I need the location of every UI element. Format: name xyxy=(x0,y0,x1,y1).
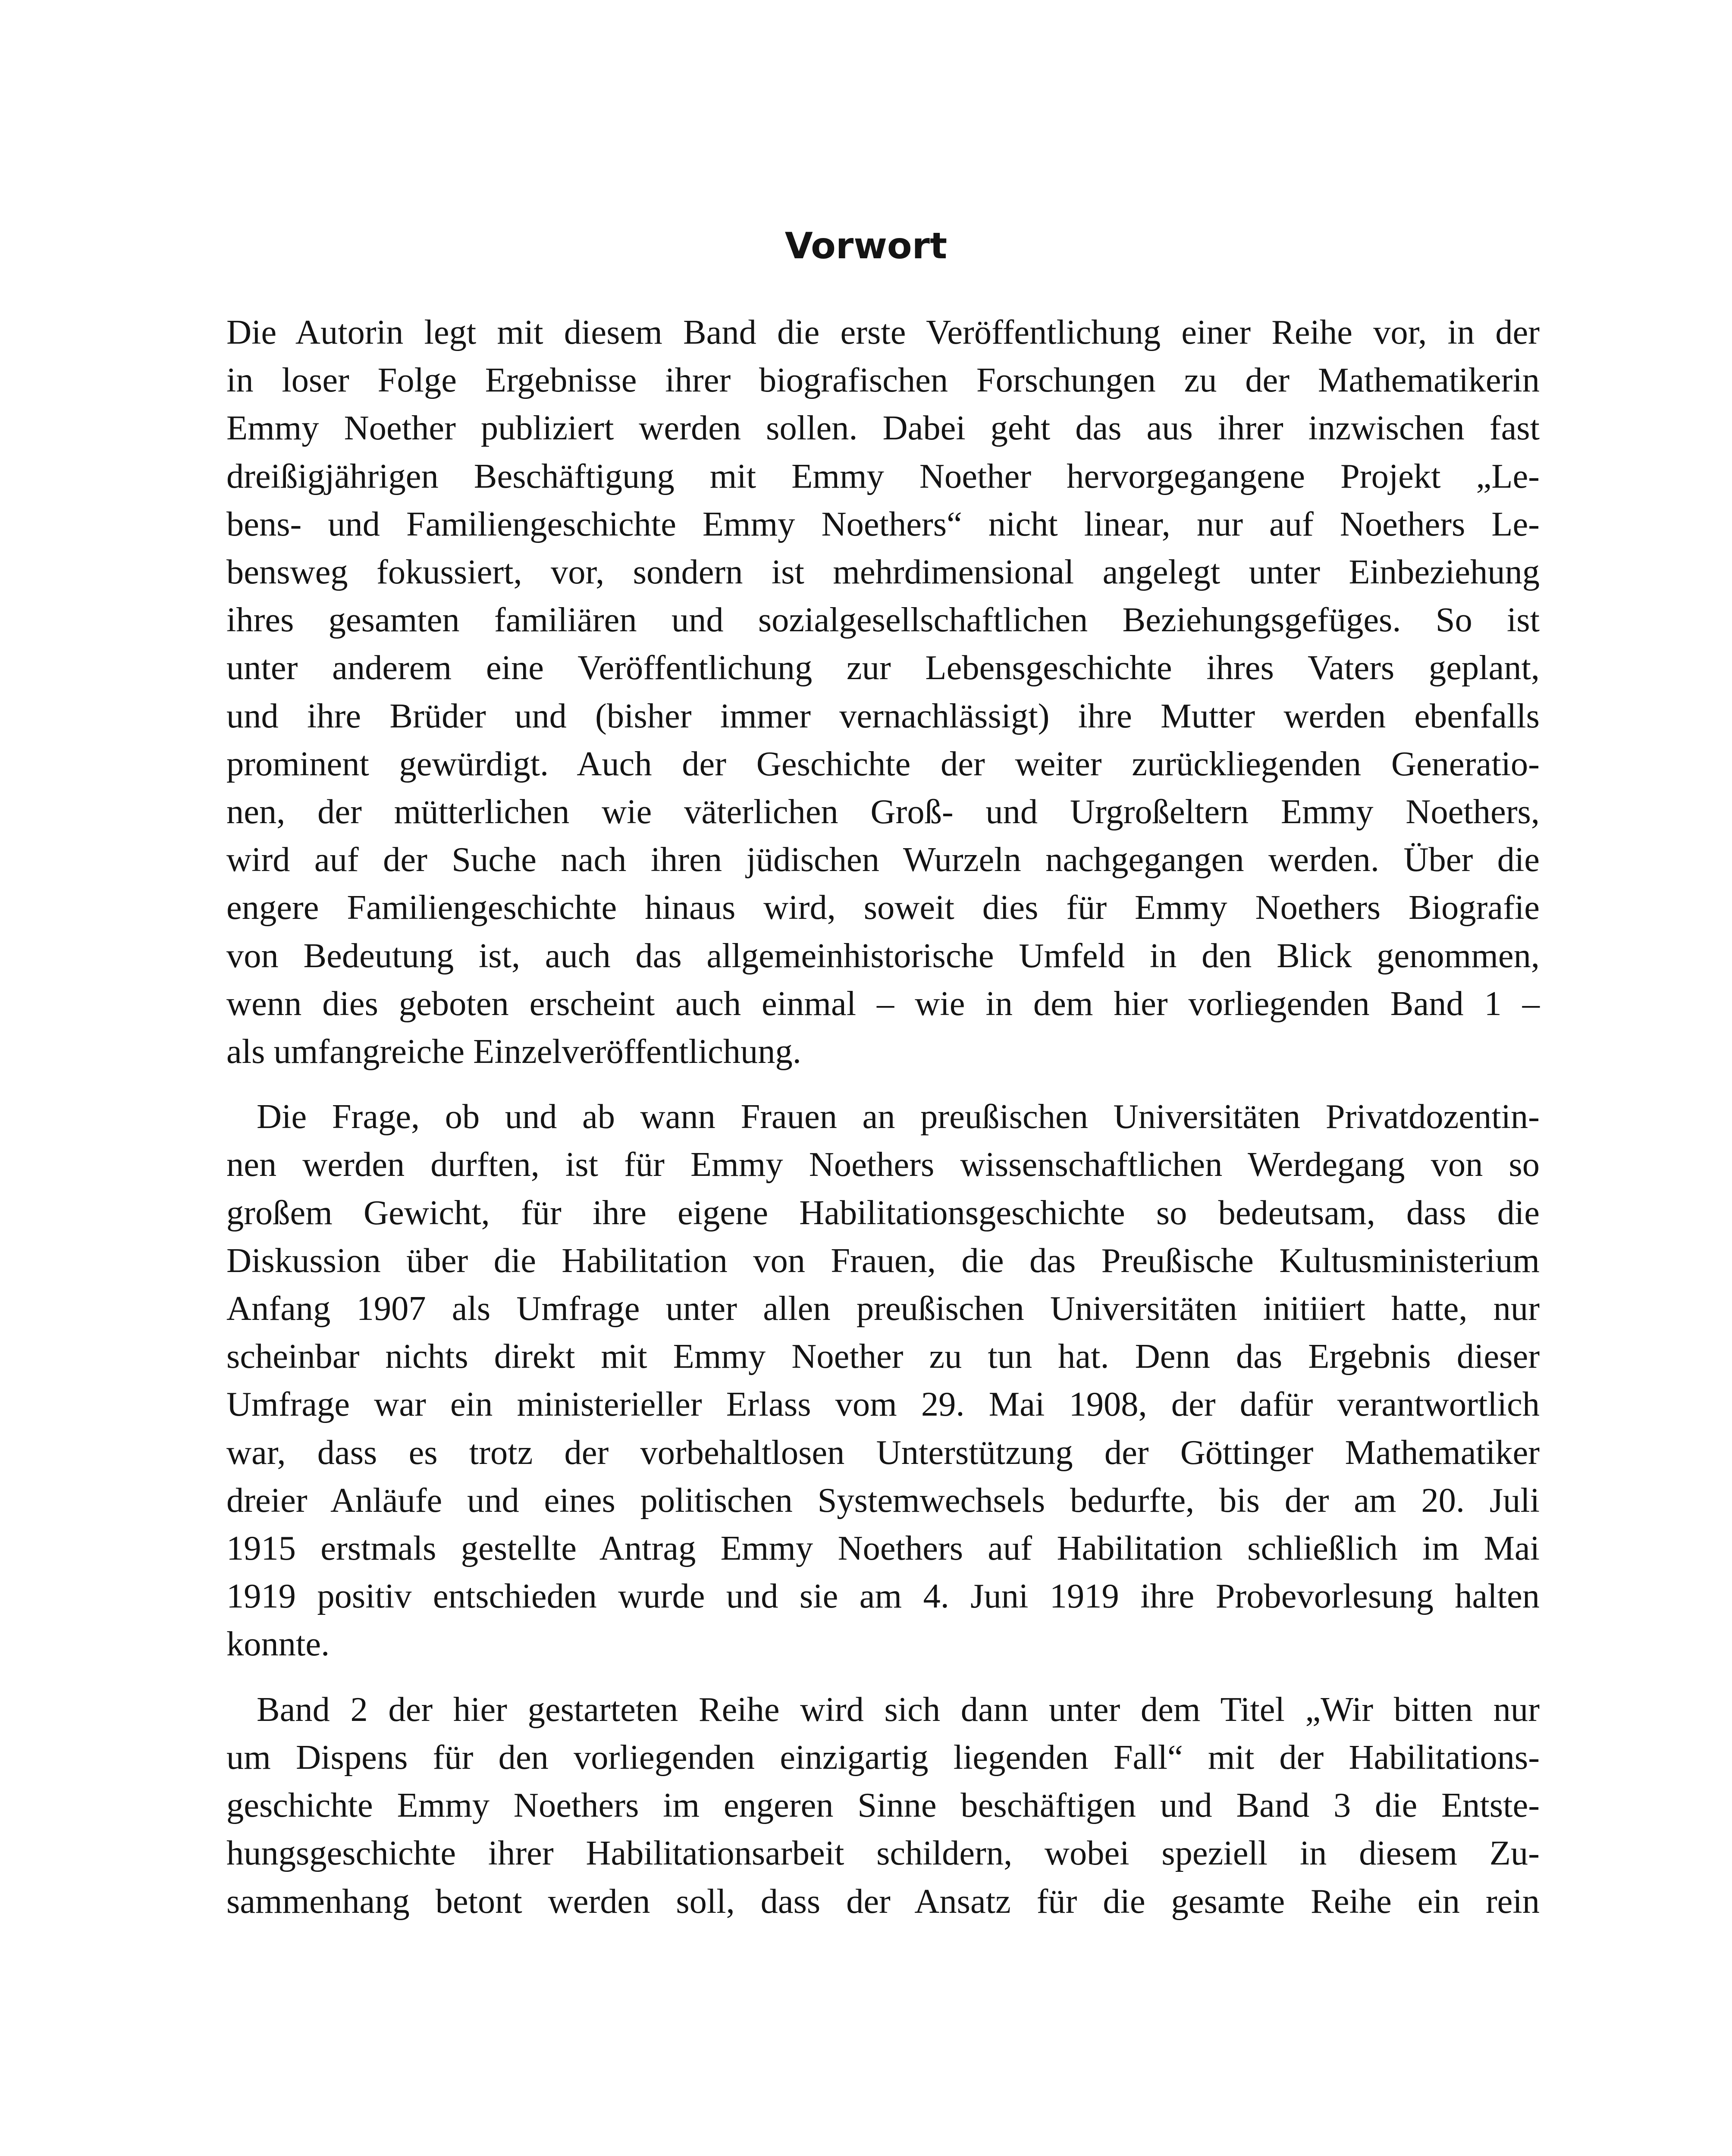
text-line: geschichte Emmy Noethers im engeren Sinne beschäftigen und Band 3 die Entste- xyxy=(226,1786,1540,1825)
text-line: Umfrage war ein ministerieller Erlass vom 29. Mai 1908, der dafür verantwortlich xyxy=(226,1385,1540,1424)
page-title: Vorwort xyxy=(784,225,948,267)
text-line: dreißigjährigen Beschäftigung mit Emmy Noether hervorgegangene Projekt „Le- xyxy=(226,457,1540,495)
text-line: engere Familiengeschichte hinaus wird, soweit dies für Emmy Noethers Biografie xyxy=(226,888,1540,927)
text-line: 1919 positiv entschieden wurde und sie am 4. Juni 1919 ihre Probevorlesung halten xyxy=(226,1577,1540,1616)
text-line: unter anderem eine Veröffentlichung zur Lebensgeschichte ihres Vaters geplant, xyxy=(226,649,1540,687)
text-line: bensweg fokussiert, vor, sondern ist mehrdimensional angelegt unter Einbeziehung xyxy=(226,553,1540,592)
text-line: bens- und Familiengeschichte Emmy Noethers“ nicht linear, nur auf Noethers Le- xyxy=(226,505,1540,543)
text-line: konnte. xyxy=(226,1625,330,1664)
text-line: Die Autorin legt mit diesem Band die erste Veröffentlichung einer Reihe vor, in der xyxy=(226,313,1540,351)
text-line: um Dispens für den vorliegenden einzigartig liegenden Fall“ mit der Habilitations- xyxy=(226,1738,1540,1777)
text-line: hungsgeschichte ihrer Habilitationsarbeit schildern, wobei speziell in diesem Zu- xyxy=(226,1834,1540,1873)
text-line: und ihre Brüder und (bisher immer vernachlässigt) ihre Mutter werden ebenfalls xyxy=(226,696,1540,735)
text-line: nen werden durften, ist für Emmy Noethers wissenschaftlichen Werdegang von so xyxy=(226,1145,1540,1184)
text-line: dreier Anläufe und eines politischen Systemwechsels bedurfte, bis der am 20. Juli xyxy=(226,1481,1540,1520)
paragraph-1 xyxy=(226,308,1540,1075)
text-line: großem Gewicht, für ihre eigene Habilitationsgeschichte so bedeutsam, dass die xyxy=(226,1193,1540,1232)
text-line: 1915 erstmals gestellte Antrag Emmy Noethers auf Habilitation schließlich im Mai xyxy=(226,1529,1540,1568)
text-line: Die Frage, ob und ab wann Frauen an preußischen Universitäten Privatdozentin- xyxy=(257,1097,1540,1136)
text-line: nen, der mütterlichen wie väterlichen Groß- und Urgroßeltern Emmy Noethers, xyxy=(226,793,1540,831)
body-text xyxy=(226,308,1540,1925)
text-line: wenn dies geboten erscheint auch einmal – wie in dem hier vorliegenden Band 1 – xyxy=(226,984,1540,1023)
text-line: Diskussion über die Habilitation von Frauen, die das Preußische Kultusministerium xyxy=(226,1241,1540,1280)
text-line: prominent gewürdigt. Auch der Geschichte der weiter zurückliegenden Generatio- xyxy=(226,744,1540,783)
text-line: war, dass es trotz der vorbehaltlosen Unterstützung der Göttinger Mathematiker xyxy=(226,1433,1540,1472)
text-line: wird auf der Suche nach ihren jüdischen Wurzeln nachgegangen werden. Über die xyxy=(226,840,1540,879)
paragraph-3 xyxy=(226,1686,1540,1925)
text-line: von Bedeutung ist, auch das allgemeinhistorische Umfeld in den Blick genommen, xyxy=(226,936,1540,975)
text-line: Anfang 1907 als Umfrage unter allen preußischen Universitäten initiiert hatte, nur xyxy=(226,1289,1540,1328)
text-line: als umfangreiche Einzelveröffentlichung. xyxy=(226,1032,801,1071)
text-line: scheinbar nichts direkt mit Emmy Noether zu tun hat. Denn das Ergebnis dieser xyxy=(226,1337,1540,1376)
paragraph-2 xyxy=(226,1093,1540,1668)
text-line: Band 2 der hier gestarteten Reihe wird sich dann unter dem Titel „Wir bitten nur xyxy=(257,1690,1540,1729)
text-line: Emmy Noether publiziert werden sollen. Dabei geht das aus ihrer inzwischen fast xyxy=(226,409,1540,448)
text-line: sammenhang betont werden soll, dass der Ansatz für die gesamte Reihe ein rein xyxy=(226,1882,1540,1921)
text-line: in loser Folge Ergebnisse ihrer biografischen Forschungen zu der Mathematikerin xyxy=(226,361,1540,400)
text-line: ihres gesamten familiären und sozialgesellschaftlichen Beziehungsgefüges. So ist xyxy=(226,601,1540,639)
